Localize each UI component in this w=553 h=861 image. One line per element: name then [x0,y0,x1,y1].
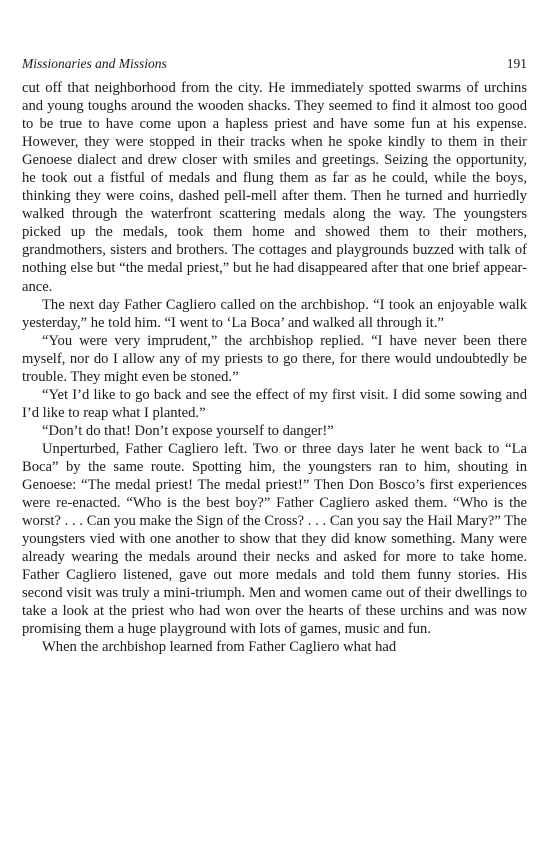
paragraph: “You were very imprudent,” the archbishop replied. “I have never been there myself, nor do I allow any of my priests to go there, for there would undoubtedly be trouble. They might even be stoned.” [22,332,527,385]
paragraph: “Yet I’d like to go back and see the effect of my first visit. I did some sowing and I’d like to reap what I planted.” [22,386,527,421]
running-head: Missionaries and Missions [22,56,167,71]
paragraph: “Don’t do that! Don’t expose yourself to danger!” [42,422,334,439]
paragraph: The next day Father Cagliero called on the archbishop. “I took an enjoyable walk yesterday,” he told him. “I went to ‘La Boca’ and walked all through it.” [22,296,527,331]
page-header [22,56,527,76]
page-number: 191 [506,56,527,71]
paragraph: cut off that neighborhood from the city. He immediately spotted swarms of urchins and young toughs around the wooden shacks. They seemed to find it almost too good to be true to have come upon a hapless priest and have some fun at his expense. However, they were stopped in their tracks when he spoke kindly to them in their Genoese dialect and drew closer with smiles and greetings. Seizing the opportunity, he took out a fistful of medals and flung them as far as he could, while the boys, thinking they were coins, dashed pell-mell after them. Then he turned and hurriedly walked through the waterfront scattering medals along the way. The youngsters picked up the medals, took them home and showed them to their mothers, grandmothers, sisters and brothers. The cottages and playgrounds buzzed with talk of nothing else but “the medal priest,” but he had disappeared after that one brief appear-ance. [22,80,527,295]
book-page [22,0,527,861]
paragraph: When the archbishop learned from Father Cagliero what had [42,639,397,656]
paragraph: Unperturbed, Father Cagliero left. Two or three days later he went back to “La Boca” by the same route. Spotting him, the youngsters ran to him, shouting in Genoese: “The medal priest! The medal priest!” Then Don Bosco’s first experiences were re-enacted. “Who is the best boy?” Father Cagliero asked them. “Who is the worst? . . . Can you make the Sign of the Cross? . . . Can you say the Hail Mary?” The youngsters vied with one another to show that they did know something. Many were already wearing the medals around their necks and asked for more to take home. Father Cagliero listened, gave out more medals and told them funny stories. His second visit was truly a mini-triumph. Men and women came out of their dwellings to take a look at the priest who had won over the hearts of these urchins and was now promising them a huge playground with lots of games, music and fun. [22,440,527,638]
body-text [22,79,527,657]
